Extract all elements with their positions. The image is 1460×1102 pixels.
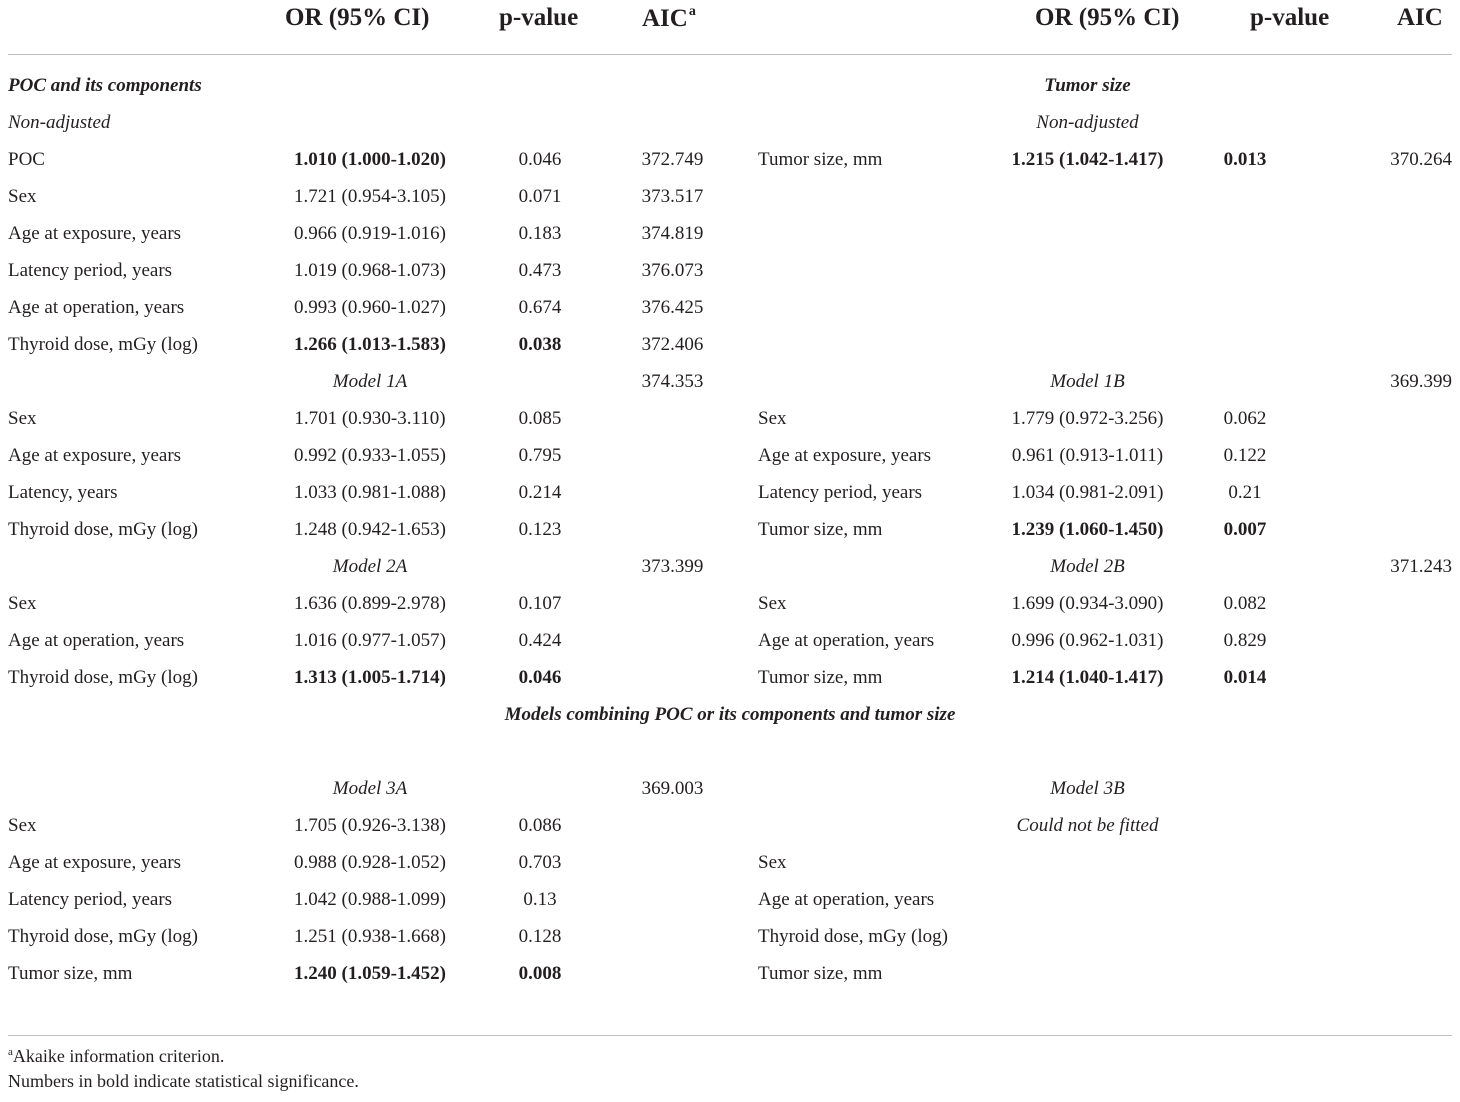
aic-value: 376.073 [641,260,704,281]
aic-value: 370.264 [1390,149,1452,170]
p-value: 0.183 [518,223,562,244]
header-aic-right: AIC [1397,4,1443,31]
p-value: 0.046 [518,149,562,170]
row-label: Sex [8,186,37,207]
subsection-non-adjusted-right: Non-adjusted [1036,112,1139,133]
or-value: 1.042 (0.988-1.099) [294,889,446,910]
p-value: 0.214 [518,482,562,503]
header-or-left: OR (95% CI) [285,4,430,31]
p-value: 0.008 [518,963,562,984]
model-3b-title: Model 3B [1050,778,1125,799]
row-label: Sex [758,408,787,429]
or-value: 1.214 (1.040-1.417) [1011,667,1164,688]
or-value: 1.701 (0.930-3.110) [294,408,446,429]
header-p-right: p-value [1250,4,1330,31]
p-value: 0.013 [1223,149,1267,170]
model-3a-aic: 369.003 [641,778,704,799]
aic-value: 372.406 [641,334,704,355]
row-label: Sex [8,408,37,429]
model-3b-note: Could not be fitted [1016,815,1159,836]
footer-rule [8,1035,1452,1036]
or-value: 1.779 (0.972-3.256) [1011,408,1164,429]
p-value: 0.795 [518,445,562,466]
header-aic-left: AIC$^a$ [642,4,696,32]
model-2a-title: Model 2A [332,556,408,577]
model-2a-aic: 373.399 [641,556,704,577]
p-value: 0.829 [1223,630,1267,651]
or-value: 1.034 (0.981-2.091) [1011,482,1164,503]
p-value: 0.071 [518,186,562,207]
p-value: 0.007 [1223,519,1267,540]
results-table [0,67,1460,992]
row-label: Age at operation, years [758,889,935,910]
row-label: Age at exposure, years [8,445,182,466]
or-value: 1.636 (0.899-2.978) [294,593,446,614]
p-value: 0.082 [1223,593,1267,614]
or-value: 1.010 (1.000-1.020) [294,149,446,170]
p-value: 0.128 [518,926,562,947]
model-1a-aic: 374.353 [641,371,704,392]
p-value: 0.703 [518,852,562,873]
p-value: 0.038 [518,334,562,355]
or-value: 1.266 (1.013-1.583) [294,334,446,355]
or-value: 1.239 (1.060-1.450) [1011,519,1164,540]
header-aic-footnote-marker: a [688,4,696,19]
p-value: 0.424 [518,630,562,651]
row-label: Sex [8,593,37,614]
model-3a-title: Model 3A [332,778,408,799]
row-label: Age at exposure, years [8,852,182,873]
row-label: Latency period, years [8,889,173,910]
or-value: 1.705 (0.926-3.138) [294,815,446,836]
footnote-marker: a [8,1046,13,1058]
or-value: 0.988 (0.928-1.052) [294,852,446,873]
p-value: 0.046 [518,667,562,688]
row-label: Age at exposure, years [758,445,932,466]
footnote-aic: $^a$Akaike information criterion. [8,1046,225,1066]
header-p-left: p-value [499,4,579,31]
row-label: POC [8,149,45,170]
or-value: 1.016 (0.977-1.057) [294,630,446,651]
p-value: 0.473 [518,260,562,281]
row-label: Sex [8,815,37,836]
row-label: Thyroid dose, mGy (log) [8,334,198,355]
header-rule [8,54,1452,55]
or-value: 0.993 (0.960-1.027) [294,297,446,318]
or-value: 1.033 (0.981-1.088) [294,482,446,503]
subsection-non-adjusted-left: Non-adjusted [8,112,111,133]
row-label: Age at operation, years [8,630,185,651]
p-value: 0.21 [1228,482,1262,503]
aic-value: 373.517 [641,186,704,207]
section-title-combined: Models combining POC or its components and tumor size [504,704,956,725]
row-label: Age at operation, years [758,630,935,651]
or-value: 1.019 (0.968-1.073) [294,260,446,281]
row-label: Age at exposure, years [8,223,182,244]
model-2b-title: Model 2B [1050,556,1125,577]
row-label: Latency period, years [758,482,923,503]
row-label: Latency, years [8,482,118,503]
or-value: 0.996 (0.962-1.031) [1011,630,1164,651]
row-label: Tumor size, mm [758,963,883,984]
row-label: Age at operation, years [8,297,185,318]
or-value: 1.699 (0.934-3.090) [1011,593,1164,614]
or-value: 1.721 (0.954-3.105) [294,186,446,207]
row-label: Sex [758,852,787,873]
or-value: 0.966 (0.919-1.016) [294,223,446,244]
row-label: Thyroid dose, mGy (log) [8,667,198,688]
or-value: 1.251 (0.938-1.668) [294,926,446,947]
section-title-poc: POC and its components [8,75,202,96]
p-value: 0.085 [518,408,562,429]
p-value: 0.122 [1223,445,1267,466]
or-value: 1.313 (1.005-1.714) [294,667,446,688]
p-value: 0.107 [518,593,562,614]
p-value: 0.13 [523,889,557,910]
aic-value: 376.425 [641,297,704,318]
or-value: 1.240 (1.059-1.452) [294,963,446,984]
p-value: 0.062 [1223,408,1267,429]
p-value: 0.123 [518,519,562,540]
row-label: Thyroid dose, mGy (log) [8,519,198,540]
aic-value: 374.819 [641,223,704,244]
p-value: 0.014 [1223,667,1267,688]
or-value: 0.992 (0.933-1.055) [294,445,446,466]
footnote-bold: Numbers in bold indicate statistical significance. [8,1071,359,1091]
row-label: Tumor size, mm [8,963,133,984]
or-value: 1.248 (0.942-1.653) [294,519,446,540]
row-label: Tumor size, mm [758,519,883,540]
row-label: Tumor size, mm [758,149,883,170]
row-label: Tumor size, mm [758,667,883,688]
section-title-tumor: Tumor size [1044,75,1131,96]
model-1b-title: Model 1B [1050,371,1125,392]
header-or-right: OR (95% CI) [1035,4,1180,31]
model-1a-title: Model 1A [332,371,408,392]
or-value: 0.961 (0.913-1.011) [1011,445,1164,466]
aic-value: 372.749 [641,149,704,170]
row-label: Latency period, years [8,260,173,281]
row-label: Sex [758,593,787,614]
row-label: Thyroid dose, mGy (log) [758,926,948,947]
p-value: 0.674 [518,297,562,318]
row-label: Thyroid dose, mGy (log) [8,926,198,947]
or-value: 1.215 (1.042-1.417) [1011,149,1164,170]
model-2b-aic: 371.243 [1390,556,1452,577]
model-1b-aic: 369.399 [1390,371,1452,392]
p-value: 0.086 [518,815,562,836]
